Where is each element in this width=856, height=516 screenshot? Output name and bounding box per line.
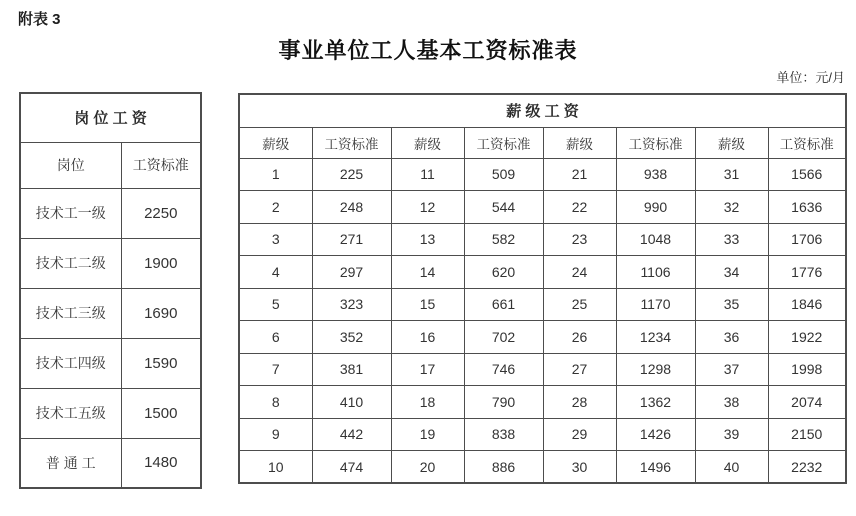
grade-table-row <box>239 418 846 451</box>
position-table-row <box>20 438 201 488</box>
grade-number-cell: 27 <box>543 353 616 386</box>
grade-number-cell: 17 <box>391 353 464 386</box>
grade-number-cell: 39 <box>695 418 768 451</box>
grade-salary-cell: 661 <box>464 288 543 321</box>
grade-table-row <box>239 256 846 289</box>
unit-label: 单位：元/月 <box>776 70 845 85</box>
grade-number-cell: 34 <box>695 256 768 289</box>
grade-number-cell: 35 <box>695 288 768 321</box>
grade-table-row <box>239 386 846 419</box>
grade-number-cell: 28 <box>543 386 616 419</box>
grade-salary-cell: 323 <box>312 288 391 321</box>
position-salary-cell: 1690 <box>121 288 201 338</box>
grade-number-cell: 21 <box>543 158 616 191</box>
position-salary-cell: 1900 <box>121 238 201 288</box>
position-name-cell: 技术工四级 <box>20 338 121 388</box>
grade-salary-cell: 1048 <box>616 223 695 256</box>
grade-table-columns-row <box>239 127 846 158</box>
position-table-title: 岗 位 工 资 <box>20 93 201 142</box>
grade-salary-cell: 381 <box>312 353 391 386</box>
grade-number-cell: 10 <box>239 451 312 484</box>
grade-salary-cell: 544 <box>464 191 543 224</box>
grade-salary-cell: 2232 <box>768 451 846 484</box>
grade-salary-column-header: 工资标准 <box>312 127 391 158</box>
position-wage-table <box>19 92 202 489</box>
grade-salary-cell: 1106 <box>616 256 695 289</box>
position-name-cell: 普 通 工 <box>20 438 121 488</box>
grade-number-cell: 16 <box>391 321 464 354</box>
grade-table-row <box>239 223 846 256</box>
grade-column-header: 薪级 <box>543 127 616 158</box>
grade-salary-cell: 1636 <box>768 191 846 224</box>
grade-number-cell: 38 <box>695 386 768 419</box>
grade-salary-cell: 509 <box>464 158 543 191</box>
grade-number-cell: 9 <box>239 418 312 451</box>
grade-number-cell: 25 <box>543 288 616 321</box>
grade-salary-cell: 1170 <box>616 288 695 321</box>
position-salary-column-header: 工资标准 <box>121 142 201 188</box>
grade-salary-cell: 2074 <box>768 386 846 419</box>
position-table-columns-row <box>20 142 201 188</box>
grade-number-cell: 18 <box>391 386 464 419</box>
grade-salary-cell: 474 <box>312 451 391 484</box>
grade-number-cell: 20 <box>391 451 464 484</box>
grade-column-header: 薪级 <box>391 127 464 158</box>
grade-salary-cell: 410 <box>312 386 391 419</box>
grade-number-cell: 7 <box>239 353 312 386</box>
position-table-header-row <box>20 93 201 142</box>
position-salary-cell: 1500 <box>121 388 201 438</box>
position-table-row <box>20 388 201 438</box>
grade-salary-cell: 702 <box>464 321 543 354</box>
grade-number-cell: 29 <box>543 418 616 451</box>
grade-number-cell: 8 <box>239 386 312 419</box>
grade-salary-cell: 225 <box>312 158 391 191</box>
position-name-cell: 技术工五级 <box>20 388 121 438</box>
grade-salary-cell: 442 <box>312 418 391 451</box>
grade-table-title: 薪 级 工 资 <box>239 94 846 127</box>
grade-salary-cell: 938 <box>616 158 695 191</box>
grade-salary-cell: 838 <box>464 418 543 451</box>
grade-table-row <box>239 321 846 354</box>
grade-number-cell: 19 <box>391 418 464 451</box>
grade-salary-column-header: 工资标准 <box>616 127 695 158</box>
grade-salary-cell: 1426 <box>616 418 695 451</box>
grade-column-header: 薪级 <box>695 127 768 158</box>
grade-salary-cell: 1298 <box>616 353 695 386</box>
grade-salary-cell: 1234 <box>616 321 695 354</box>
grade-number-cell: 13 <box>391 223 464 256</box>
grade-table-body <box>239 158 846 483</box>
grade-number-cell: 23 <box>543 223 616 256</box>
grade-salary-cell: 1776 <box>768 256 846 289</box>
grade-salary-column-header: 工资标准 <box>464 127 543 158</box>
grade-table-header-row <box>239 94 846 127</box>
page-title: 事业单位工人基本工资标准表 <box>278 38 578 63</box>
grade-number-cell: 32 <box>695 191 768 224</box>
grade-salary-cell: 352 <box>312 321 391 354</box>
grade-salary-cell: 790 <box>464 386 543 419</box>
grade-number-cell: 36 <box>695 321 768 354</box>
position-salary-cell: 2250 <box>121 188 201 238</box>
grade-salary-cell: 1998 <box>768 353 846 386</box>
position-table-row <box>20 238 201 288</box>
position-table-body <box>20 188 201 488</box>
position-table-row <box>20 338 201 388</box>
grade-number-cell: 2 <box>239 191 312 224</box>
grade-salary-cell: 620 <box>464 256 543 289</box>
grade-number-cell: 12 <box>391 191 464 224</box>
grade-column-header: 薪级 <box>239 127 312 158</box>
grade-number-cell: 40 <box>695 451 768 484</box>
grade-table-row <box>239 158 846 191</box>
position-column-header: 岗位 <box>20 142 121 188</box>
grade-number-cell: 15 <box>391 288 464 321</box>
grade-salary-cell: 1922 <box>768 321 846 354</box>
grade-wage-table <box>238 93 847 484</box>
grade-table-row <box>239 191 846 224</box>
grade-number-cell: 24 <box>543 256 616 289</box>
position-name-cell: 技术工一级 <box>20 188 121 238</box>
grade-salary-cell: 886 <box>464 451 543 484</box>
position-table-row <box>20 188 201 238</box>
grade-salary-cell: 1496 <box>616 451 695 484</box>
grade-salary-cell: 271 <box>312 223 391 256</box>
appendix-label: 附表 3 <box>18 11 61 28</box>
grade-number-cell: 6 <box>239 321 312 354</box>
grade-table-row <box>239 353 846 386</box>
grade-salary-cell: 1706 <box>768 223 846 256</box>
grade-salary-cell: 582 <box>464 223 543 256</box>
position-table-row <box>20 288 201 338</box>
grade-table-row <box>239 288 846 321</box>
position-salary-cell: 1480 <box>121 438 201 488</box>
grade-table-row <box>239 451 846 484</box>
grade-number-cell: 4 <box>239 256 312 289</box>
grade-salary-column-header: 工资标准 <box>768 127 846 158</box>
grade-salary-cell: 1566 <box>768 158 846 191</box>
grade-number-cell: 22 <box>543 191 616 224</box>
grade-salary-cell: 2150 <box>768 418 846 451</box>
position-name-cell: 技术工三级 <box>20 288 121 338</box>
grade-number-cell: 26 <box>543 321 616 354</box>
grade-number-cell: 31 <box>695 158 768 191</box>
grade-number-cell: 11 <box>391 158 464 191</box>
position-name-cell: 技术工二级 <box>20 238 121 288</box>
grade-number-cell: 14 <box>391 256 464 289</box>
grade-salary-cell: 297 <box>312 256 391 289</box>
grade-number-cell: 37 <box>695 353 768 386</box>
grade-salary-cell: 1846 <box>768 288 846 321</box>
grade-number-cell: 1 <box>239 158 312 191</box>
grade-salary-cell: 1362 <box>616 386 695 419</box>
grade-salary-cell: 248 <box>312 191 391 224</box>
grade-salary-cell: 990 <box>616 191 695 224</box>
position-salary-cell: 1590 <box>121 338 201 388</box>
grade-number-cell: 3 <box>239 223 312 256</box>
grade-number-cell: 5 <box>239 288 312 321</box>
grade-number-cell: 33 <box>695 223 768 256</box>
grade-salary-cell: 746 <box>464 353 543 386</box>
grade-number-cell: 30 <box>543 451 616 484</box>
